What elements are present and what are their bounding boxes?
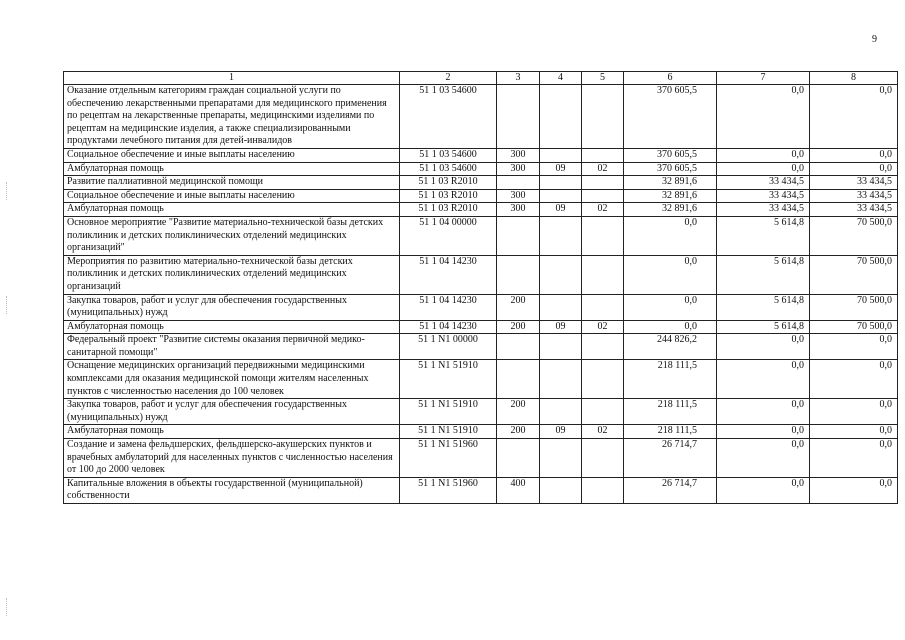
row-section-cell: 09	[540, 203, 582, 217]
margin-mark	[6, 182, 8, 200]
row-name-cell: Амбулаторная помощь	[64, 320, 400, 334]
row-code-cell: 51 1 04 00000	[400, 216, 497, 255]
row-subsection-cell: 02	[582, 425, 624, 439]
row-code-cell: 51 1 03 54600	[400, 85, 497, 149]
row-value-col6-cell	[624, 320, 717, 334]
table-row	[64, 320, 898, 334]
table-row	[64, 189, 898, 203]
row-section-cell	[540, 176, 582, 190]
row-value-col7-text: 33 434,5	[769, 189, 804, 201]
row-value-col7-text: 5 614,8	[774, 320, 804, 332]
row-subsection-cell	[582, 399, 624, 425]
row-value-col8-cell	[810, 162, 898, 176]
table-row	[64, 85, 898, 149]
row-subsection-cell: 02	[582, 320, 624, 334]
table-body	[64, 85, 898, 504]
row-name-cell: Амбулаторная помощь	[64, 425, 400, 439]
row-subsection-cell	[582, 189, 624, 203]
row-value-col6-text: 370 605,5	[657, 85, 697, 96]
table-row	[64, 162, 898, 176]
row-code-cell: 51 1 03 54600	[400, 162, 497, 176]
row-subsection-cell	[582, 85, 624, 149]
row-value-col7-text: 0,0	[791, 85, 804, 96]
row-value-col8-cell	[810, 203, 898, 217]
row-section-cell	[540, 334, 582, 360]
row-value-col6-text: 0,0	[684, 255, 697, 267]
row-name-cell: Создание и замена фельдшерских, фельдшерско-акушерских пунктов и врачебных амбулаторий для населенных пунктов с численностью населения от 100 до 2000 человек	[64, 439, 400, 478]
row-code-cell: 51 1 04 14230	[400, 294, 497, 320]
row-subsection-cell	[582, 216, 624, 255]
row-value-col6-text: 32 891,6	[662, 203, 697, 215]
table-row	[64, 334, 898, 360]
row-value-col6-cell	[624, 425, 717, 439]
row-value-col7-text: 5 614,8	[774, 216, 804, 228]
row-subsection-cell: 02	[582, 203, 624, 217]
row-value-col8-cell	[810, 334, 898, 360]
row-value-col7-cell	[717, 216, 810, 255]
row-name-cell: Закупка товаров, работ и услуг для обеспечения государственных (муниципальных) нужд	[64, 294, 400, 320]
row-code-cell: 51 1 03 R2010	[400, 203, 497, 217]
row-section-cell	[540, 189, 582, 203]
row-name-cell: Социальное обеспечение и иные выплаты населению	[64, 148, 400, 162]
row-value-col7-cell	[717, 85, 810, 149]
row-value-col8-cell	[810, 439, 898, 478]
table-row	[64, 360, 898, 399]
row-value-col8-text: 70 500,0	[857, 320, 892, 332]
row-value-col8-text: 0,0	[879, 399, 892, 411]
row-section-cell	[540, 477, 582, 503]
row-subsection-cell	[582, 477, 624, 503]
table-row	[64, 255, 898, 294]
margin-mark	[6, 598, 8, 616]
row-value-col8-text: 0,0	[879, 334, 892, 346]
row-value-col6-cell	[624, 399, 717, 425]
row-code-cell: 51 1 03 R2010	[400, 176, 497, 190]
row-code-cell: 51 1 N1 51910	[400, 425, 497, 439]
table-row	[64, 148, 898, 162]
row-expense-type-cell: 300	[497, 162, 540, 176]
row-value-col7-cell	[717, 360, 810, 399]
row-value-col7-cell	[717, 399, 810, 425]
row-subsection-cell: 02	[582, 162, 624, 176]
row-value-col7-cell	[717, 320, 810, 334]
row-section-cell	[540, 85, 582, 149]
row-code-cell: 51 1 04 14230	[400, 255, 497, 294]
row-value-col6-cell	[624, 203, 717, 217]
row-value-col6-text: 0,0	[684, 294, 697, 306]
row-value-col7-text: 5 614,8	[774, 294, 804, 306]
row-value-col6-text: 370 605,5	[657, 148, 697, 160]
row-value-col6-cell	[624, 189, 717, 203]
row-subsection-cell	[582, 176, 624, 190]
row-expense-type-cell	[497, 439, 540, 478]
row-value-col6-cell	[624, 176, 717, 190]
row-expense-type-cell: 400	[497, 477, 540, 503]
row-value-col6-text: 370 605,5	[657, 162, 697, 174]
row-value-col6-cell	[624, 294, 717, 320]
row-name-cell: Оснащение медицинских организаций передвижными медицинскими комплексами для оказания медицинской помощи жителям населенных пунктов с численностью населения до 100 человек	[64, 360, 400, 399]
row-value-col8-cell	[810, 320, 898, 334]
row-code-cell: 51 1 N1 51960	[400, 439, 497, 478]
row-value-col6-cell	[624, 255, 717, 294]
row-section-cell: 09	[540, 425, 582, 439]
row-value-col8-text: 0,0	[879, 360, 892, 372]
row-value-col8-cell	[810, 148, 898, 162]
row-name-cell: Капитальные вложения в объекты государственной (муниципальной) собственности	[64, 477, 400, 503]
row-expense-type-cell	[497, 334, 540, 360]
row-value-col8-text: 70 500,0	[857, 216, 892, 228]
row-name-cell: Мероприятия по развитию материально-технической базы детских поликлиник и детских поликлинических отделений медицинских организаций	[64, 255, 400, 294]
row-value-col7-text: 0,0	[791, 399, 804, 411]
row-value-col6-text: 26 714,7	[662, 477, 697, 489]
row-expense-type-cell: 300	[497, 189, 540, 203]
row-value-col8-text: 33 434,5	[857, 189, 892, 201]
row-value-col6-text: 218 111,5	[657, 360, 697, 372]
row-code-cell: 51 1 N1 51910	[400, 360, 497, 399]
header-row	[64, 72, 898, 85]
row-expense-type-cell	[497, 255, 540, 294]
row-value-col7-cell	[717, 425, 810, 439]
row-subsection-cell	[582, 255, 624, 294]
table-row	[64, 203, 898, 217]
row-value-col7-cell	[717, 477, 810, 503]
table-row	[64, 425, 898, 439]
row-value-col8-cell	[810, 176, 898, 190]
row-expense-type-cell	[497, 176, 540, 190]
row-section-cell	[540, 360, 582, 399]
row-name-cell: Закупка товаров, работ и услуг для обеспечения государственных (муниципальных) нужд	[64, 399, 400, 425]
row-code-cell: 51 1 04 14230	[400, 320, 497, 334]
row-name-cell: Развитие паллиативной медицинской помощи	[64, 176, 400, 190]
row-name-cell: Оказание отдельным категориям граждан социальной услуги по обеспечению лекарственными препаратами для медицинского применения по рецептам на лекарственные препараты, медицинскими изделиями по рецептам на медицинские изделия, а также специализированными продуктами лечебного питания для детей-инвалидов	[64, 85, 400, 149]
table-row	[64, 399, 898, 425]
row-value-col6-text: 0,0	[684, 320, 697, 332]
row-value-col8-text: 33 434,5	[857, 176, 892, 188]
row-section-cell: 09	[540, 320, 582, 334]
header-col-1: 1	[64, 72, 400, 85]
table-header	[64, 72, 898, 85]
row-value-col7-text: 33 434,5	[769, 176, 804, 188]
row-code-cell: 51 1 N1 51910	[400, 399, 497, 425]
row-value-col6-text: 32 891,6	[662, 189, 697, 201]
row-code-cell: 51 1 03 R2010	[400, 189, 497, 203]
row-value-col8-cell	[810, 189, 898, 203]
row-value-col8-cell	[810, 216, 898, 255]
row-value-col8-text: 0,0	[879, 85, 892, 96]
row-code-cell: 51 1 03 54600	[400, 148, 497, 162]
row-name-cell: Амбулаторная помощь	[64, 162, 400, 176]
header-col-3: 3	[497, 72, 540, 85]
row-subsection-cell	[582, 439, 624, 478]
row-value-col8-text: 70 500,0	[857, 255, 892, 267]
row-value-col7-cell	[717, 189, 810, 203]
row-value-col7-text: 0,0	[791, 425, 804, 437]
row-value-col8-cell	[810, 255, 898, 294]
row-value-col6-cell	[624, 216, 717, 255]
row-name-cell: Амбулаторная помощь	[64, 203, 400, 217]
row-value-col8-text: 70 500,0	[857, 294, 892, 306]
row-value-col8-cell	[810, 425, 898, 439]
row-expense-type-cell	[497, 360, 540, 399]
row-name-cell: Федеральный проект "Развитие системы оказания первичной медико-санитарной помощи"	[64, 334, 400, 360]
row-expense-type-cell	[497, 216, 540, 255]
row-section-cell	[540, 148, 582, 162]
row-value-col6-cell	[624, 477, 717, 503]
table-row	[64, 477, 898, 503]
row-value-col6-cell	[624, 148, 717, 162]
row-value-col8-text: 33 434,5	[857, 203, 892, 215]
row-expense-type-cell: 200	[497, 399, 540, 425]
row-subsection-cell	[582, 334, 624, 360]
row-name-cell: Основное мероприятие "Развитие материально-технической базы детских поликлиник и детских поликлинических отделений медицинских организаций"	[64, 216, 400, 255]
row-value-col7-cell	[717, 334, 810, 360]
row-name-cell: Социальное обеспечение и иные выплаты населению	[64, 189, 400, 203]
table-row	[64, 439, 898, 478]
row-value-col8-text: 0,0	[879, 162, 892, 174]
row-value-col8-cell	[810, 360, 898, 399]
row-value-col8-text: 0,0	[879, 148, 892, 160]
row-section-cell: 09	[540, 162, 582, 176]
row-value-col7-text: 0,0	[791, 360, 804, 372]
row-value-col7-text: 0,0	[791, 334, 804, 346]
row-value-col7-cell	[717, 255, 810, 294]
row-section-cell	[540, 255, 582, 294]
row-value-col6-text: 26 714,7	[662, 439, 697, 451]
budget-table	[63, 71, 898, 504]
row-value-col6-text: 218 111,5	[657, 425, 697, 437]
row-value-col8-cell	[810, 477, 898, 503]
row-value-col6-text: 32 891,6	[662, 176, 697, 188]
row-value-col8-cell	[810, 85, 898, 149]
row-value-col8-cell	[810, 399, 898, 425]
row-value-col7-text: 5 614,8	[774, 255, 804, 267]
row-value-col6-text: 0,0	[684, 216, 697, 228]
row-subsection-cell	[582, 148, 624, 162]
row-value-col8-text: 0,0	[879, 439, 892, 451]
row-value-col7-text: 0,0	[791, 477, 804, 489]
row-value-col8-text: 0,0	[879, 425, 892, 437]
row-value-col6-text: 244 826,2	[657, 334, 697, 346]
header-col-4: 4	[540, 72, 582, 85]
row-value-col7-cell	[717, 294, 810, 320]
row-value-col7-text: 0,0	[791, 148, 804, 160]
row-value-col6-cell	[624, 85, 717, 149]
row-value-col7-cell	[717, 148, 810, 162]
row-value-col7-cell	[717, 176, 810, 190]
row-value-col7-cell	[717, 162, 810, 176]
row-value-col6-cell	[624, 334, 717, 360]
header-col-8: 8	[810, 72, 898, 85]
row-code-cell: 51 1 N1 51960	[400, 477, 497, 503]
row-section-cell	[540, 294, 582, 320]
table-row	[64, 176, 898, 190]
table-row	[64, 294, 898, 320]
row-value-col6-cell	[624, 439, 717, 478]
header-col-5: 5	[582, 72, 624, 85]
row-expense-type-cell: 200	[497, 294, 540, 320]
row-expense-type-cell: 200	[497, 425, 540, 439]
row-value-col7-cell	[717, 439, 810, 478]
row-value-col7-text: 0,0	[791, 162, 804, 174]
row-value-col7-text: 33 434,5	[769, 203, 804, 215]
row-subsection-cell	[582, 294, 624, 320]
header-col-6: 6	[624, 72, 717, 85]
row-subsection-cell	[582, 360, 624, 399]
header-col-7: 7	[717, 72, 810, 85]
row-code-cell: 51 1 N1 00000	[400, 334, 497, 360]
row-value-col7-text: 0,0	[791, 439, 804, 451]
row-section-cell	[540, 439, 582, 478]
header-col-2: 2	[400, 72, 497, 85]
margin-mark	[6, 296, 8, 314]
row-value-col6-text: 218 111,5	[657, 399, 697, 411]
row-value-col8-text: 0,0	[879, 477, 892, 489]
row-section-cell	[540, 399, 582, 425]
row-value-col6-cell	[624, 360, 717, 399]
row-expense-type-cell: 300	[497, 148, 540, 162]
row-section-cell	[540, 216, 582, 255]
row-value-col8-cell	[810, 294, 898, 320]
row-value-col6-cell	[624, 162, 717, 176]
row-expense-type-cell: 300	[497, 203, 540, 217]
page-number: 9	[872, 34, 877, 45]
row-value-col7-cell	[717, 203, 810, 217]
table-row	[64, 216, 898, 255]
row-expense-type-cell	[497, 85, 540, 149]
row-expense-type-cell: 200	[497, 320, 540, 334]
